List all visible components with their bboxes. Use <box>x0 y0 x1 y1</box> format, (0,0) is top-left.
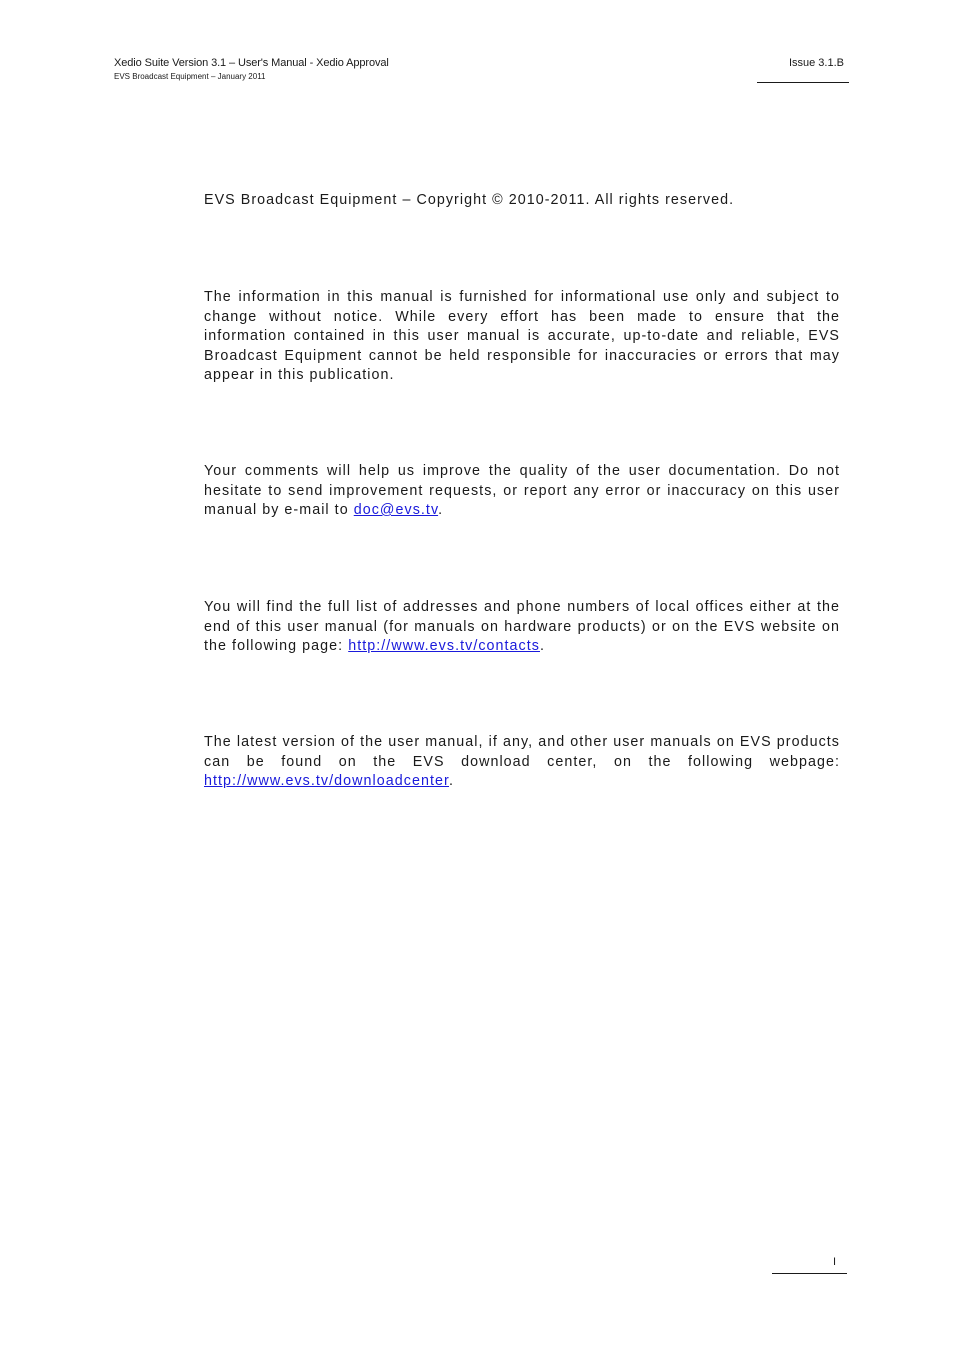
comments-paragraph <box>204 462 840 521</box>
offices-text: You will find the full list of addresses and phone numbers of local offices either at the end of this user manual (for manuals on hardware products) or on the EVS website on the following page: <box>204 599 840 654</box>
comments-end: . <box>438 502 444 518</box>
download-center-link[interactable]: http://www.evs.tv/downloadcenter <box>204 773 449 789</box>
copyright-paragraph: EVS Broadcast Equipment – Copyright © 2010-2011. All rights reserved. <box>204 192 735 208</box>
page-number: I <box>833 1256 837 1268</box>
comments-text: Your comments will help us improve the quality of the user documentation. Do not hesitate to send improvement requests, or report any error or inaccuracy on this user manual by e-mail to <box>204 463 840 518</box>
latest-version-paragraph <box>204 733 840 792</box>
latest-text: The latest version of the user manual, if any, and other user manuals on EVS products can be found on the EVS download center, on the following webpage: <box>204 734 840 770</box>
latest-end: . <box>449 773 455 789</box>
header-rule <box>757 82 849 83</box>
header-subtitle: EVS Broadcast Equipment – January 2011 <box>114 72 266 81</box>
offices-paragraph <box>204 598 840 657</box>
offices-end: . <box>539 638 546 654</box>
footer-rule <box>772 1273 847 1274</box>
information-paragraph: The information in this manual is furnished for informational use only and subject to change without notice. While every effort has been made to ensure that the information contained in this user manual is accurate, up-to-date and reliable, EVS Broadcast Equipment cannot be held responsible for inaccuracies or errors that may appear in this publication. <box>204 289 840 383</box>
header-title: Xedio Suite Version 3.1 – User's Manual - Xedio Approval <box>114 57 389 69</box>
contacts-link[interactable]: http://www.evs.tv/contacts <box>348 638 540 654</box>
header-issue: Issue 3.1.B <box>788 57 844 69</box>
email-link[interactable]: doc@evs.tv <box>353 502 439 518</box>
